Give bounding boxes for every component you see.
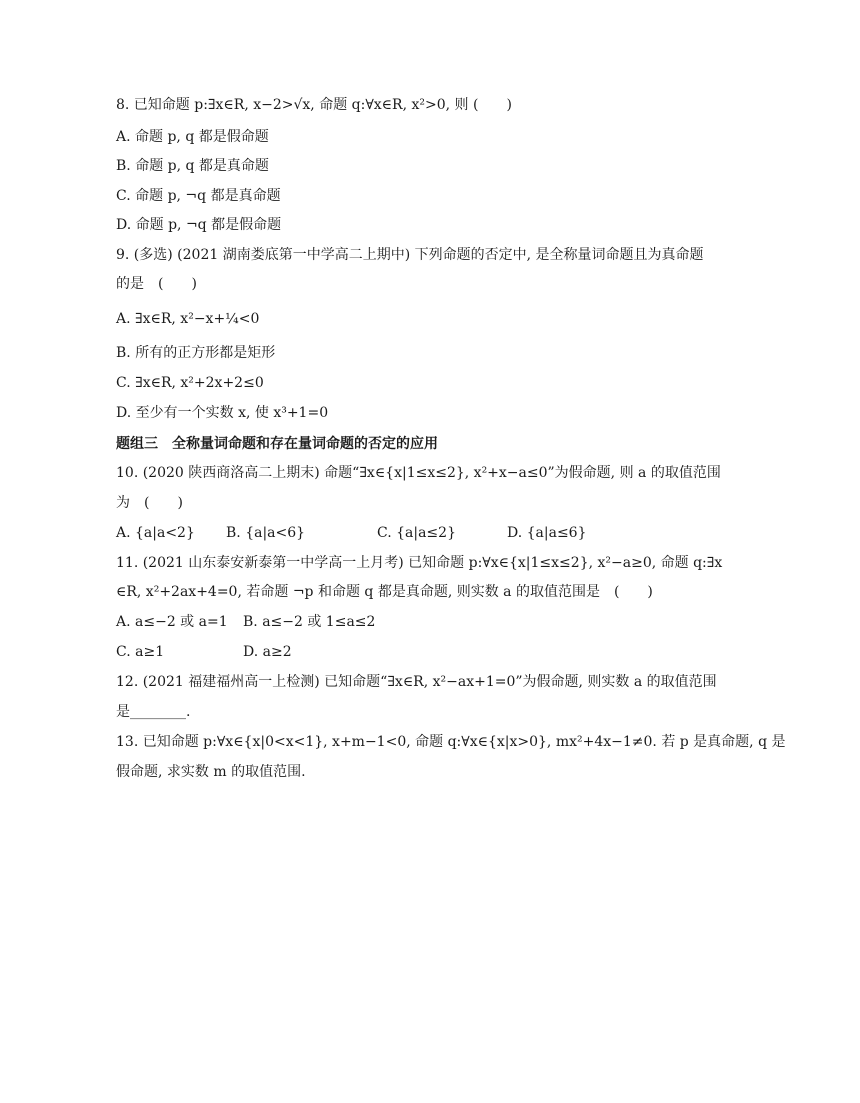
question-11-options-row-1 [116,612,756,632]
question-10-options [116,523,756,543]
question-9-option-c: C. ∃x∈R, x²+2x+2≤0 [116,375,264,391]
question-10-option-a: A. {a|a<2} [116,525,195,541]
question-12-stem-line-1: 12. (2021 福建福州高一上检测) 已知命题“∃x∈R, x²−ax+1=0”为假命题, 则实数 a 的取值范围 [116,674,717,690]
question-10-option-b: B. {a|a<6} [226,525,306,541]
question-13-stem-line-1: 13. 已知命题 p:∀x∈{x|0<x<1}, x+m−1<0, 命题 q:∀x∈{x|x>0}, mx²+4x−1≠0. 若 p 是真命题, q 是 [116,734,786,750]
question-9-option-d: D. 至少有一个实数 x, 使 x³+1=0 [116,405,329,421]
question-11-options-row-2 [116,642,756,662]
question-10-option-d: D. {a|a≤6} [507,525,587,541]
question-8-option-c: C. 命题 p, ¬q 都是真命题 [116,188,281,204]
question-9-stem-line-2: 的是 ( ) [116,276,197,292]
question-11-stem-line-2: ∈R, x²+2ax+4=0, 若命题 ¬p 和命题 q 都是真命题, 则实数 a 的取值范围是 ( ) [116,584,653,600]
question-10-option-c: C. {a|a≤2} [377,525,456,541]
question-9-stem-line-1: 9. (多选) (2021 湖南娄底第一中学高二上期中) 下列命题的否定中, 是全称量词命题且为真命题 [116,247,704,263]
question-8-option-d: D. 命题 p, ¬q 都是假命题 [116,217,282,233]
question-8-option-b: B. 命题 p, q 都是真命题 [116,158,269,174]
question-11-option-b: B. a≤−2 或 1≤a≤2 [243,614,376,630]
question-8-stem: 8. 已知命题 p:∃x∈R, x−2>√x, 命题 q:∀x∈R, x²>0, 则 ( ) [116,97,512,113]
question-13-stem-line-2: 假命题, 求实数 m 的取值范围. [116,764,306,780]
question-11-stem-line-1: 11. (2021 山东泰安新泰第一中学高一上月考) 已知命题 p:∀x∈{x|1≤x≤2}, x²−a≥0, 命题 q:∃x [116,555,723,571]
question-9-option-b: B. 所有的正方形都是矩形 [116,345,276,361]
question-10-stem-line-2: 为 ( ) [116,495,183,511]
question-11-option-a: A. a≤−2 或 a=1 [116,614,228,630]
question-8-option-a: A. 命题 p, q 都是假命题 [116,129,269,145]
question-11-option-c: C. a≥1 [116,644,165,660]
section-heading: 题组三 全称量词命题和存在量词命题的否定的应用 [116,436,438,452]
question-10-stem-line-1: 10. (2020 陕西商洛高二上期末) 命题“∃x∈{x|1≤x≤2}, x²+x−a≤0”为假命题, 则 a 的取值范围 [116,465,721,481]
question-9-option-a: A. ∃x∈R, x²−x+¼<0 [116,311,260,327]
question-11-option-d: D. a≥2 [243,644,292,660]
question-12-stem-line-2: 是________. [116,704,191,720]
